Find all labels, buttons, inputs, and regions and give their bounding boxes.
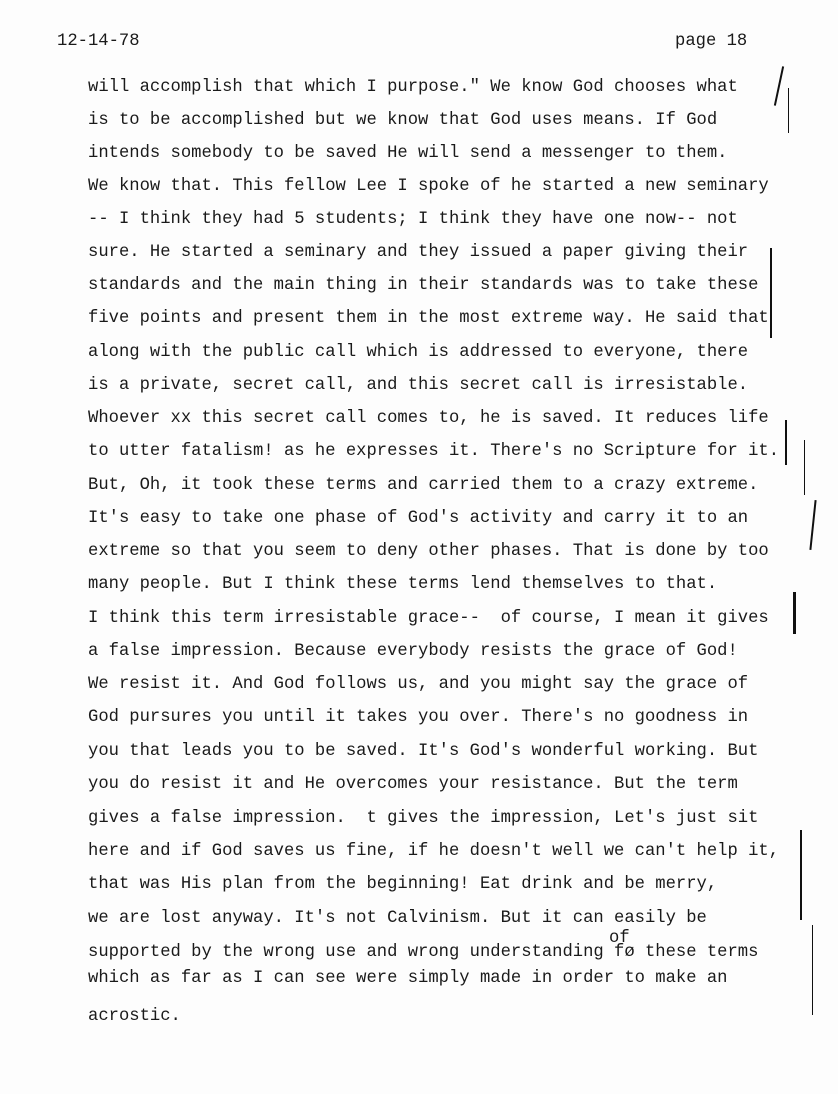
text-line: Whoever xx this secret call comes to, he is saved. It reduces life — [88, 409, 769, 428]
text-line: supported by the wrong use and wrong understanding fø these terms — [88, 943, 759, 962]
text-line: we are lost anyway. It's not Calvinism. But it can easily be — [88, 909, 707, 928]
margin-mark — [793, 592, 796, 634]
date-header: 12-14-78 — [57, 32, 140, 51]
margin-mark — [809, 500, 816, 550]
margin-mark — [785, 420, 787, 465]
text-line: But, Oh, it took these terms and carried them to a crazy extreme. — [88, 476, 759, 495]
margin-mark — [774, 66, 784, 106]
margin-mark — [788, 88, 789, 133]
text-line: you do resist it and He overcomes your resistance. But the term — [88, 775, 738, 794]
text-line: We resist it. And God follows us, and you might say the grace of — [88, 675, 749, 694]
text-line: It's easy to take one phase of God's activity and carry it to an — [88, 509, 749, 528]
text-line: to utter fatalism! as he expresses it. There's no Scripture for it. — [88, 442, 780, 461]
page-number: page 18 — [675, 32, 748, 51]
text-line: God pursures you until it takes you over. There's no goodness in — [88, 708, 749, 727]
text-line: extreme so that you seem to deny other phases. That is done by too — [88, 542, 769, 561]
text-line: many people. But I think these terms lend themselves to that. — [88, 575, 718, 594]
text-line: is a private, secret call, and this secret call is irresistable. — [88, 376, 749, 395]
margin-mark — [800, 830, 802, 920]
text-line: here and if God saves us fine, if he doesn't well we can't help it, — [88, 842, 780, 861]
text-line: which as far as I can see were simply made in order to make an — [88, 969, 728, 988]
text-line: that was His plan from the beginning! Eat drink and be merry, — [88, 875, 718, 894]
text-line: We know that. This fellow Lee I spoke of he started a new seminary — [88, 177, 769, 196]
text-line: I think this term irresistable grace-- of course, I mean it gives — [88, 609, 769, 628]
margin-mark — [812, 925, 813, 1015]
text-line: sure. He started a seminary and they issued a paper giving their — [88, 243, 749, 262]
handwritten-insertion: of — [609, 929, 630, 948]
text-line: acrostic. — [88, 1007, 181, 1026]
margin-mark — [770, 248, 772, 338]
text-line: a false impression. Because everybody resists the grace of God! — [88, 642, 738, 661]
text-line: intends somebody to be saved He will send a messenger to them. — [88, 144, 728, 163]
text-line: standards and the main thing in their standards was to take these — [88, 276, 759, 295]
text-line: you that leads you to be saved. It's God's wonderful working. But — [88, 742, 759, 761]
margin-mark — [804, 440, 805, 495]
text-line: -- I think they had 5 students; I think they have one now-- not — [88, 210, 738, 229]
text-line: along with the public call which is addressed to everyone, there — [88, 343, 749, 362]
text-line: is to be accomplished but we know that God uses means. If God — [88, 111, 718, 130]
text-line: will accomplish that which I purpose." We know God chooses what — [88, 78, 738, 97]
text-line: five points and present them in the most extreme way. He said that — [88, 309, 769, 328]
text-line: gives a false impression. t gives the impression, Let's just sit — [88, 809, 759, 828]
